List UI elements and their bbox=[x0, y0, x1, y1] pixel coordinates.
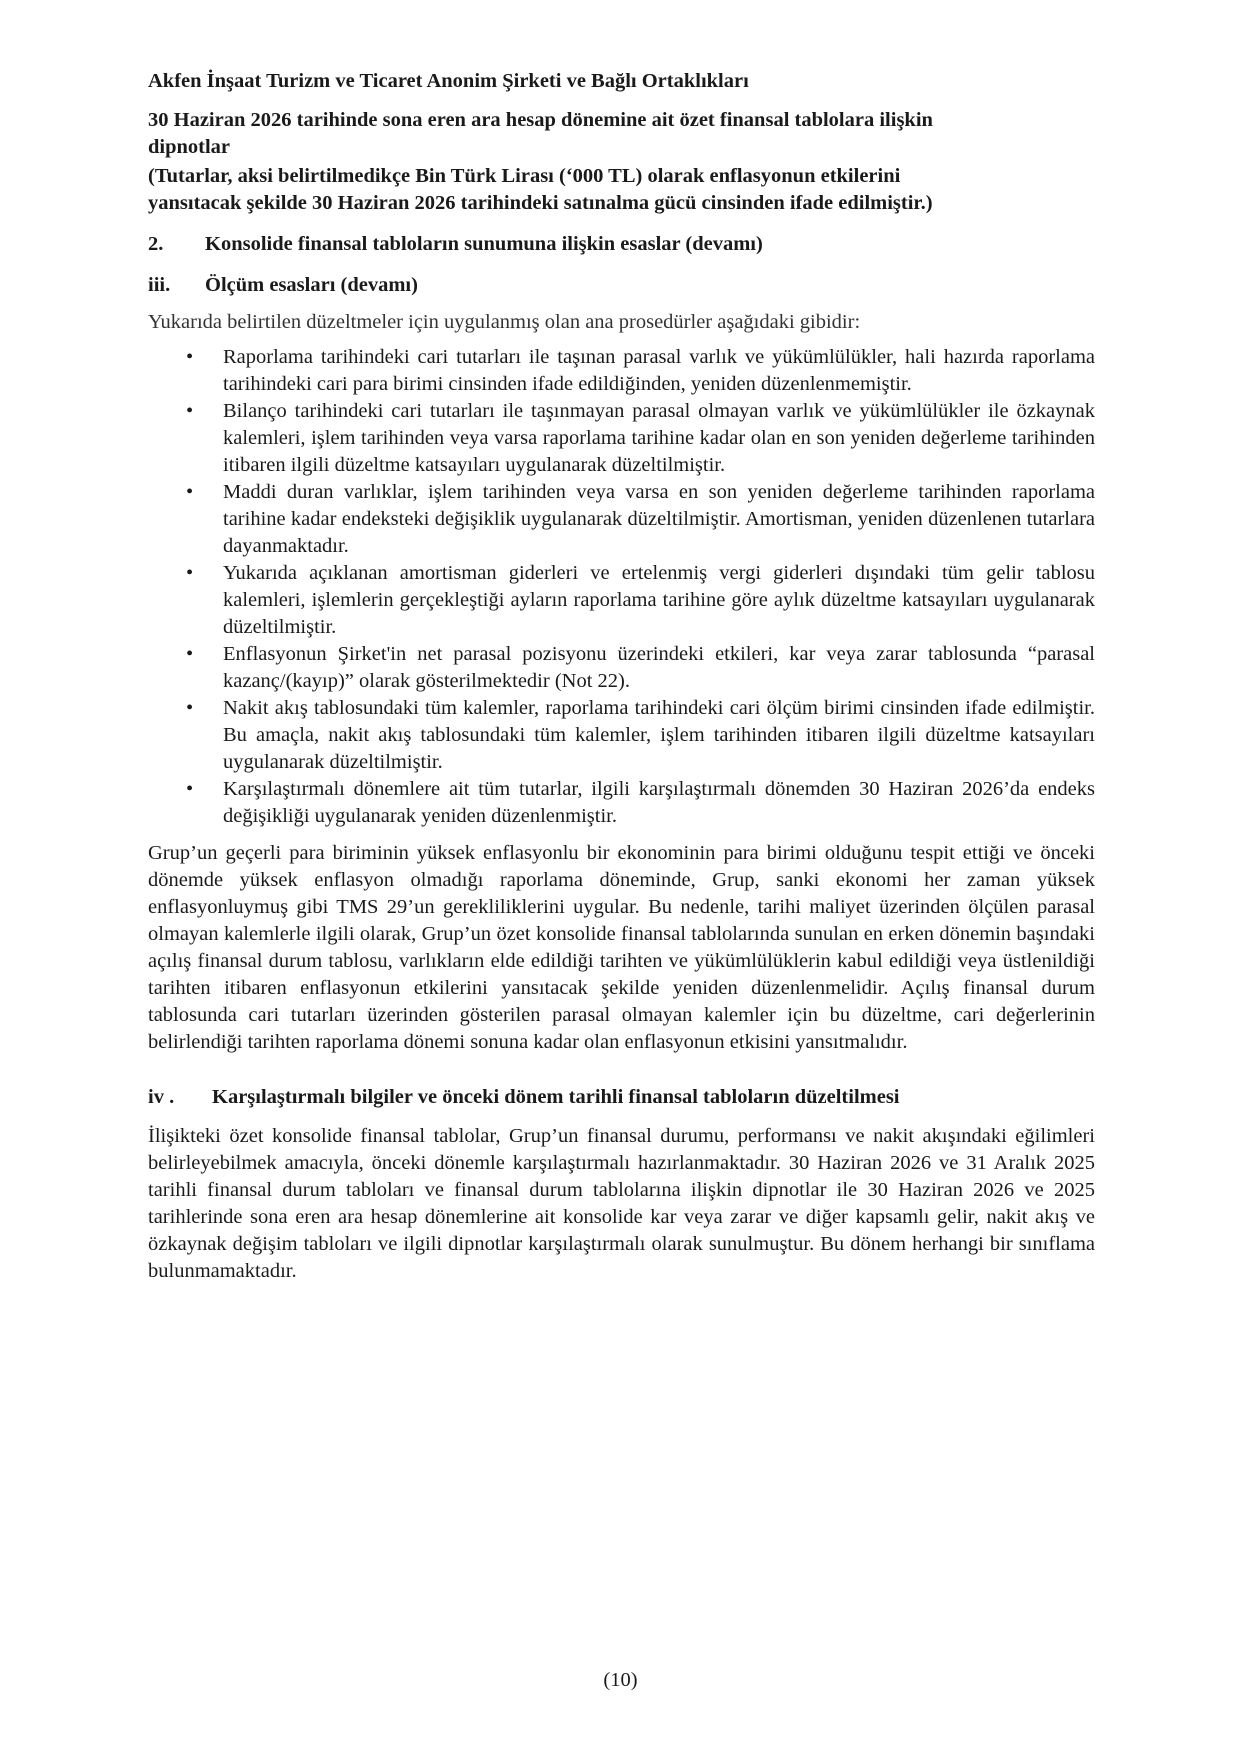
section-iv-number: iv . bbox=[148, 1086, 175, 1108]
section-iv-title: Karşılaştırmalı bilgiler ve önceki dönem tarihli finansal tabloların düzeltilmesi bbox=[212, 1086, 900, 1108]
bullet-icon: • bbox=[186, 697, 194, 719]
bullet-icon: • bbox=[186, 481, 194, 503]
list-item bbox=[148, 344, 1095, 398]
section-2-number: 2. bbox=[148, 233, 164, 255]
bullet-icon: • bbox=[186, 400, 194, 422]
list-item-text: Maddi duran varlıklar, işlem tarihinden veya varsa en son yeniden değerleme tarihinden raporlama tarihine kadar endeksteki değişiklik uygulanarak düzeltilmiştir. Amortisman, yeniden düzenlenen tutarlara dayanmaktadır. bbox=[223, 481, 1095, 557]
page-number: (10) bbox=[603, 1669, 638, 1691]
list-item-text: Enflasyonun Şirket'in net parasal pozisyonu üzerindeki etkileri, kar veya zarar tablosunda “parasal kazanç/(kayıp)” olarak gösterilmektedir (Not 22). bbox=[223, 643, 1095, 692]
list-item-text: Yukarıda açıklanan amortisman giderleri ve ertelenmiş vergi giderleri dışındaki tüm gelir tablosu kalemleri, işlemlerin gerçekleştiği ayların raporlama tarihine göre aylık düzeltme katsayıları uygulanarak düzeltilmiştir. bbox=[223, 562, 1095, 638]
procedures-list bbox=[148, 344, 1095, 830]
statement-title-line-2: dipnotlar bbox=[148, 136, 231, 158]
list-item bbox=[148, 641, 1095, 695]
bullet-icon: • bbox=[186, 778, 194, 800]
section-iii-number: iii. bbox=[148, 274, 171, 296]
list-item-text: Nakit akış tablosundaki tüm kalemler, raporlama tarihindeki cari ölçüm birimi cinsinden ifade edilmiştir. Bu amaçla, nakit akış tablosundaki tüm kalemler, işlem tarihinden itibaren ilgili düzeltme katsayıları uygulanarak düzeltilmiştir. bbox=[223, 697, 1095, 773]
section-iii-heading bbox=[148, 272, 1095, 299]
company-name: Akfen İnşaat Turizm ve Ticaret Anonim Şirketi ve Bağlı Ortaklıkları bbox=[148, 70, 749, 92]
list-item bbox=[148, 479, 1095, 560]
list-item-text: Raporlama tarihindeki cari tutarları ile taşınan parasal varlık ve yükümlülükler, hali hazırda raporlama tarihindeki cari para birimi cinsinden ifade edildiğinden, yeniden düzenlenmemiştir. bbox=[223, 346, 1095, 395]
list-item-text: Karşılaştırmalı dönemlere ait tüm tutarlar, ilgili karşılaştırmalı dönemden 30 Haziran 2026’da endeks değişikliği uygulanarak yeniden düzenlenmiştir. bbox=[223, 778, 1095, 827]
list-item bbox=[148, 776, 1095, 830]
currency-note-line-2: yansıtacak şekilde 30 Haziran 2026 tarihindeki satınalma gücü cinsinden ifade edilmiştir.) bbox=[148, 192, 933, 214]
statement-title bbox=[148, 107, 1095, 161]
section-2-heading bbox=[148, 231, 1095, 258]
section-iv-heading bbox=[148, 1084, 1095, 1111]
statement-title-line-1: 30 Haziran 2026 tarihinde sona eren ara hesap dönemine ait özet finansal tablolara ilişkin bbox=[148, 109, 933, 131]
section-2-title: Konsolide finansal tabloların sunumuna ilişkin esaslar (devamı) bbox=[205, 233, 763, 255]
currency-note-line-1: (Tutarlar, aksi belirtilmedikçe Bin Türk Lirası (‘000 TL) olarak enflasyonun etkilerini bbox=[148, 165, 901, 187]
list-item-text: Bilanço tarihindeki cari tutarları ile taşınmayan parasal olmayan varlık ve yükümlülükler ile özkaynak kalemleri, işlem tarihinden veya varsa raporlama tarihine kadar olan en son yeniden değerleme tarihinden itibaren ilgili düzeltme katsayıları uygulanarak düzeltilmiştir. bbox=[223, 400, 1095, 476]
comparative-paragraph: İlişikteki özet konsolide finansal tablolar, Grup’un finansal durumu, performansı ve nakit akışındaki eğilimleri belirleyebilmek amacıyla, önceki dönemle karşılaştırmalı hazırlanmaktadır. 30 Haziran 2026 ve 31 Aralık 2025 tarihli finansal durum tabloları ve finansal durum tablolarına ilişkin dipnotlar ile 30 Haziran 2026 ve 2025 tarihlerinde sona eren ara hesap dönemlerine ait konsolide kar veya zarar ve diğer kapsamlı gelir, nakit akış ve özkaynak değişim tabloları ve ilgili dipnotlar karşılaştırmalı olarak sunulmuştur. Bu dönem herhangi bir sınıflama bulunmamaktadır. bbox=[148, 1125, 1095, 1282]
bullet-icon: • bbox=[186, 643, 194, 665]
section-iii-title: Ölçüm esasları (devamı) bbox=[205, 274, 418, 296]
bullet-icon: • bbox=[186, 562, 194, 584]
list-item bbox=[148, 695, 1095, 776]
list-item bbox=[148, 560, 1095, 641]
bullet-icon: • bbox=[186, 346, 194, 368]
inflation-paragraph: Grup’un geçerli para biriminin yüksek enflasyonlu bir ekonominin para birimi olduğunu tespit ettiği ve önceki dönemde yüksek enflasyon olmadığı raporlama döneminde, Grup, sanki ekonomi her zaman yüksek enflasyonluymuş gibi TMS 29’un gerekliliklerini uygular. Bu nedenle, tarihi maliyet üzerinden ölçülen parasal olmayan kalemlerle ilgili olarak, Grup’un özet konsolide finansal tablolarında sunulan en erken dönemin başındaki açılış finansal durum tablosu, varlıkların elde edildiği tarihten ve yükümlülüklerin kabul edildiği veya üstlenildiği tarihten itibaren enflasyonun etkilerini yansıtacak şekilde yeniden düzenlenmelidir. Açılış finansal durum tablosunda cari tutarları üzerinden gösterilen parasal olmayan kalemler için bu düzeltme, cari değerlerinin belirlendiği tarihten raporlama dönemi sonuna kadar olan enflasyonun etkisini yansıtmalıdır. bbox=[148, 842, 1095, 1053]
list-item bbox=[148, 398, 1095, 479]
procedures-intro: Yukarıda belirtilen düzeltmeler için uygulanmış olan ana prosedürler aşağıdaki gibidir: bbox=[148, 311, 861, 333]
